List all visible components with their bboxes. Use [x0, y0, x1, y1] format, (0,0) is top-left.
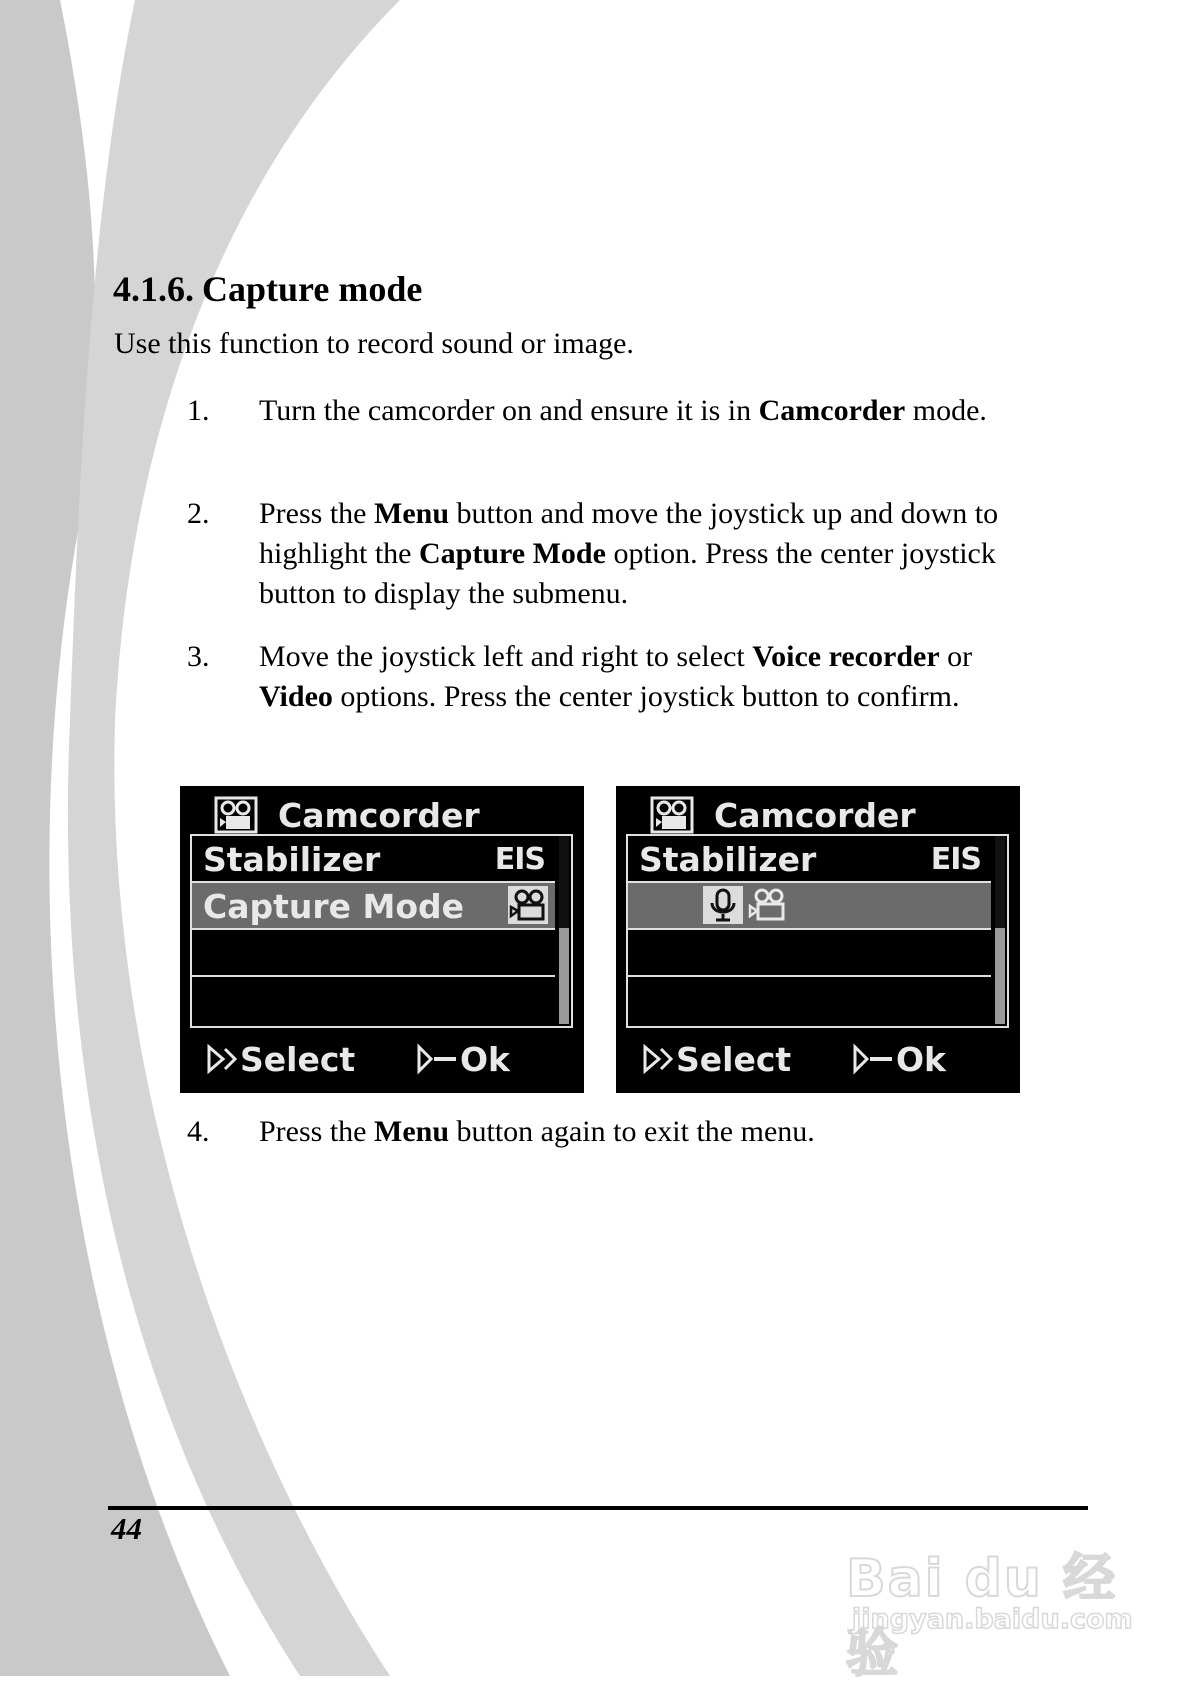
footer-select-label: Select	[676, 1040, 792, 1079]
camcorder-menu-screen	[180, 786, 584, 1093]
video-camera-icon	[507, 885, 549, 925]
menu-row-value: EIS	[930, 842, 981, 877]
video-camera-icon	[650, 796, 694, 834]
footer-ok-hint	[852, 1040, 946, 1079]
page-number: 44	[111, 1511, 142, 1546]
menu-row-capture-mode[interactable]	[192, 883, 555, 930]
camcorder-submenu-screen	[616, 786, 1020, 1093]
footer-divider	[108, 1506, 1088, 1510]
joystick-select-icon	[206, 1043, 240, 1075]
footer-ok-hint	[416, 1040, 510, 1079]
menu-list	[626, 834, 1009, 1028]
step-number: 1.	[187, 394, 210, 427]
section-heading	[113, 268, 422, 310]
step-text: Press the Menu button again to exit the menu.	[259, 1115, 815, 1148]
watermark-url: jingyan.baidu.com	[852, 1604, 1133, 1635]
menu-list	[190, 834, 573, 1028]
baidu-watermark	[842, 1530, 1133, 1684]
step-number: 4.	[187, 1115, 210, 1148]
menu-row-stabilizer[interactable]	[628, 836, 991, 883]
menu-row-empty	[192, 977, 555, 1022]
step-text: Press the Menu button and move the joystick up and down to highlight the Capture Mode option. Press the center joystick button to display the submenu.	[259, 497, 999, 610]
menu-row-value: EIS	[494, 842, 545, 877]
footer-select-label: Select	[240, 1040, 356, 1079]
screen-title: Camcorder	[714, 796, 916, 835]
video-camera-icon	[214, 796, 258, 834]
footer-ok-label: Ok	[460, 1040, 510, 1079]
intro-text: Use this function to record sound or image.	[114, 327, 634, 360]
capture-mode-options-row	[628, 883, 991, 930]
menu-row-empty	[628, 930, 991, 977]
section-number: 4.1.6.	[113, 269, 194, 309]
step-number: 2.	[187, 497, 210, 530]
menu-row-label: Capture Mode	[203, 887, 465, 926]
scrollbar[interactable]	[995, 836, 1005, 1024]
footer-select-hint	[206, 1040, 355, 1079]
scrollbar[interactable]	[559, 836, 569, 1024]
microphone-icon[interactable]	[702, 885, 744, 925]
joystick-ok-icon	[416, 1043, 460, 1075]
footer-select-hint	[642, 1040, 791, 1079]
step-text: Move the joystick left and right to select Voice recorder or Video options. Press the center joystick button to confirm.	[259, 640, 973, 713]
step-number: 3.	[187, 640, 210, 673]
joystick-ok-icon	[852, 1043, 896, 1075]
step-text: Turn the camcorder on and ensure it is in Camcorder mode.	[259, 394, 987, 427]
scrollbar-thumb[interactable]	[995, 836, 1005, 928]
video-camera-icon[interactable]	[746, 885, 788, 925]
menu-row-stabilizer[interactable]	[192, 836, 555, 883]
menu-row-empty	[628, 977, 991, 1022]
section-title: Capture mode	[202, 269, 423, 309]
joystick-select-icon	[642, 1043, 676, 1075]
scrollbar-thumb[interactable]	[559, 836, 569, 928]
menu-row-empty	[192, 930, 555, 977]
footer-ok-label: Ok	[896, 1040, 946, 1079]
menu-row-label: Stabilizer	[203, 840, 381, 879]
menu-row-label: Stabilizer	[639, 840, 817, 879]
screen-title: Camcorder	[278, 796, 480, 835]
watermark-logo-text: Bai du 经验	[846, 1549, 1117, 1684]
